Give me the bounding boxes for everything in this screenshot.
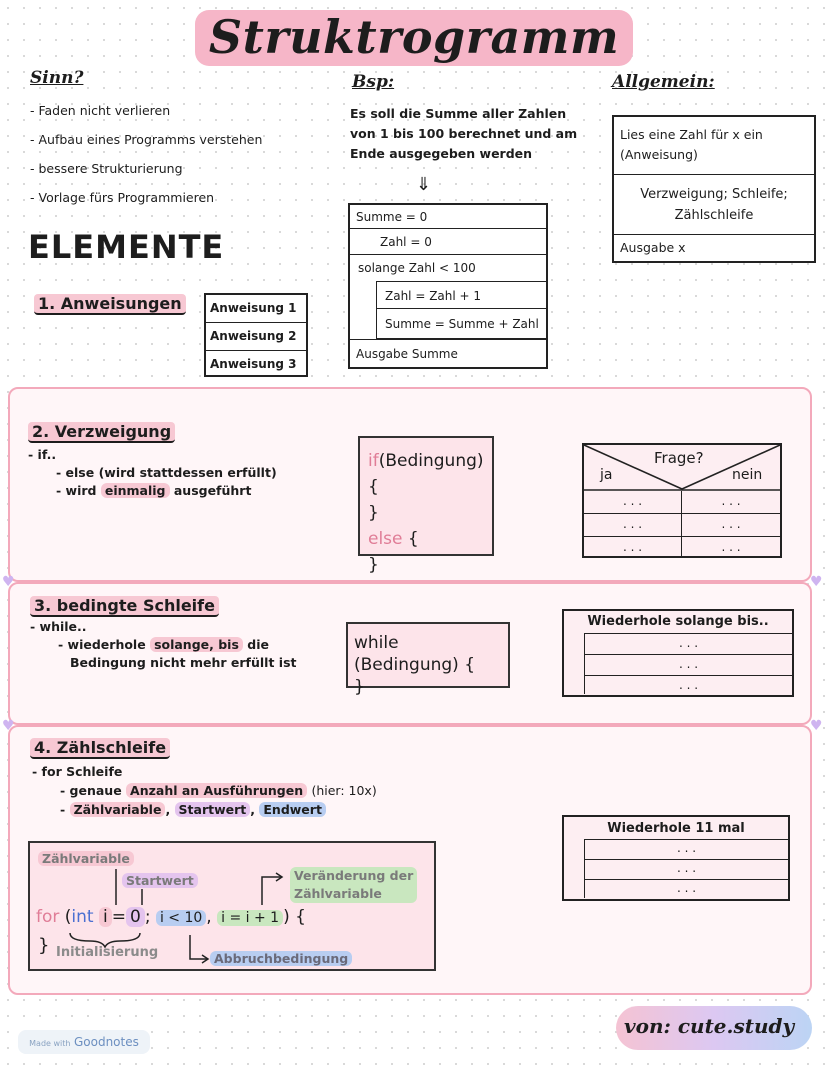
loop-header: Wiederhole solange bis.. xyxy=(587,614,769,629)
verzweigung-line: - if.. xyxy=(28,447,57,462)
sinn-item: - bessere Strukturierung xyxy=(30,161,183,176)
yes-cell: . . . xyxy=(622,540,643,554)
zaehl-line: - Zählvariable , Startwert , Endwert xyxy=(32,800,377,819)
code-line-close: } xyxy=(354,677,365,697)
question-label: Frage? xyxy=(654,449,704,467)
verzweigung-line: - wird einmalig ausgeführt xyxy=(56,483,252,498)
schleife-text xyxy=(30,618,297,672)
label-initialisierung: Initialisierung xyxy=(56,945,159,960)
for-close: ) { xyxy=(283,907,306,927)
loop-update: i = i + 1 xyxy=(217,910,283,926)
sinn-item: - Faden nicht verlieren xyxy=(30,103,171,118)
sinn-heading: Sinn? xyxy=(30,68,84,88)
label-zaehlvariable: Zählvariable xyxy=(38,851,134,866)
bsp-row-zahl-init: Zahl = 0 xyxy=(350,229,546,255)
anweisung-row: Anweisung 1 xyxy=(206,295,306,323)
zaehlschleife-title: 4. Zählschleife xyxy=(30,738,170,757)
bsp-text xyxy=(350,104,577,164)
schleife-line: Bedingung nicht mehr erfüllt ist xyxy=(70,655,297,670)
schleife-structogram xyxy=(562,609,794,697)
loop-condition: i < 10 xyxy=(156,910,206,926)
loop-variable: i xyxy=(99,907,112,927)
bsp-row-output: Ausgabe Summe xyxy=(350,339,546,367)
label-startwert: Startwert xyxy=(122,873,198,888)
code-line-else: else { xyxy=(368,529,419,549)
zaehl-line: - genaue Anzahl an Ausführungen (hier: 10x) xyxy=(60,783,377,798)
semicolon: ; xyxy=(144,907,151,927)
closing-brace: } xyxy=(38,935,50,956)
code-line-while: while (Bedingung) { xyxy=(354,633,476,675)
bsp-text-line: von 1 bis 100 berechnet und am xyxy=(350,126,578,141)
no-cell: . . . xyxy=(721,540,741,554)
allgemein-heading: Allgemein: xyxy=(612,72,715,92)
zaehlschleife-text xyxy=(32,762,377,819)
anweisung-row: Anweisung 3 xyxy=(210,357,297,371)
allgemein-row-control-line: Verzweigung; Schleife; xyxy=(640,187,788,202)
allgemein-row-control-line: Zählschleife xyxy=(674,208,754,223)
schleife-code xyxy=(346,622,510,697)
bsp-row-zahl-inc: Zahl = Zahl + 1 xyxy=(376,281,546,309)
zaehlschleife-structogram xyxy=(562,815,790,901)
yes-cell: . . . xyxy=(584,514,681,537)
schleife-title: 3. bedingte Schleife xyxy=(30,596,219,615)
code-line-close: } xyxy=(368,503,379,523)
zaehl-line: - for Schleife xyxy=(32,764,123,779)
yes-cell: . . . xyxy=(584,491,681,514)
for-code-box xyxy=(28,841,436,971)
yes-column xyxy=(584,491,682,558)
bsp-text-line: Ende ausgegeben werden xyxy=(350,146,533,161)
label-veraenderung-line: Zählvariable xyxy=(294,886,382,901)
verzweigung-structogram xyxy=(582,443,782,558)
start-value: 0 xyxy=(126,907,145,927)
heart-icon: ♥ xyxy=(810,574,823,590)
verzweigung-code xyxy=(358,436,494,575)
sinn-item: - Aufbau eines Programms verstehen xyxy=(30,132,263,147)
heart-icon: ♥ xyxy=(2,718,15,734)
anweisung-row: Anweisung 2 xyxy=(206,323,306,351)
label-veraenderung-line: Veränderung der xyxy=(294,868,414,883)
sinn-list xyxy=(30,96,262,212)
count-loop-cell: . . . xyxy=(585,840,788,860)
loop-cell: . . . xyxy=(678,678,699,692)
heart-icon: ♥ xyxy=(810,718,823,734)
count-loop-cell: . . . xyxy=(676,881,697,895)
loop-cell: . . . xyxy=(585,634,792,655)
anweisungen-title: 1. Anweisungen xyxy=(34,294,186,313)
author-signature: von: cute.study xyxy=(624,1014,795,1038)
allgemein-structogram xyxy=(612,115,816,263)
schleife-line: - while.. xyxy=(30,619,87,634)
no-cell: . . . xyxy=(682,491,780,514)
no-cell: . . . xyxy=(682,514,780,537)
code-line-if: if(Bedingung) { xyxy=(368,451,484,497)
yes-label: ja xyxy=(600,467,613,483)
bsp-structogram xyxy=(348,203,548,369)
no-label: nein xyxy=(732,467,763,483)
for-code-line xyxy=(36,907,306,927)
verzweigung-line: - else (wird stattdessen erfüllt) xyxy=(56,465,277,480)
count-loop-cell: . . . xyxy=(585,860,788,880)
assign-operator: = xyxy=(111,907,126,927)
count-loop-header: Wiederhole 11 mal xyxy=(607,821,745,836)
allgemein-row-control xyxy=(614,175,814,235)
anweisungen-structogram xyxy=(204,293,308,377)
int-keyword: int xyxy=(71,907,94,927)
allgemein-row-input-line: Lies eine Zahl für x ein xyxy=(620,127,763,142)
verzweigung-title: 2. Verzweigung xyxy=(28,422,175,441)
for-open-paren: ( xyxy=(64,907,72,927)
allgemein-row-output: Ausgabe x xyxy=(620,240,686,255)
bsp-row-loop: solange Zahl < 100 xyxy=(358,261,476,275)
bsp-row-summe-add: Summe = Summe + Zahl xyxy=(376,309,546,339)
code-line-close: } xyxy=(368,555,379,575)
allgemein-row-input xyxy=(614,117,814,175)
down-arrow-icon: ⇓ xyxy=(416,174,432,195)
bsp-row-summe-init: Summe = 0 xyxy=(350,205,546,229)
verzweigung-text xyxy=(28,446,277,500)
loop-cell: . . . xyxy=(585,655,792,676)
elemente-heading: ELEMENTE xyxy=(28,228,225,266)
schleife-line: - wiederhole solange, bis die xyxy=(58,637,269,652)
allgemein-row-input-line: (Anweisung) xyxy=(620,147,698,162)
heart-icon: ♥ xyxy=(2,574,15,590)
no-column xyxy=(682,491,780,558)
label-abbruchbedingung: Abbruchbedingung xyxy=(210,951,352,966)
sinn-item: - Vorlage fürs Programmieren xyxy=(30,190,215,205)
page-title: Struktrogramm xyxy=(0,10,828,64)
for-keyword: for xyxy=(36,907,60,927)
separator: , xyxy=(206,907,212,927)
bsp-text-line: Es soll die Summe aller Zahlen xyxy=(350,106,567,121)
bsp-heading: Bsp: xyxy=(352,72,395,92)
made-with-badge[interactable]: Made with Goodnotes xyxy=(18,1030,150,1054)
